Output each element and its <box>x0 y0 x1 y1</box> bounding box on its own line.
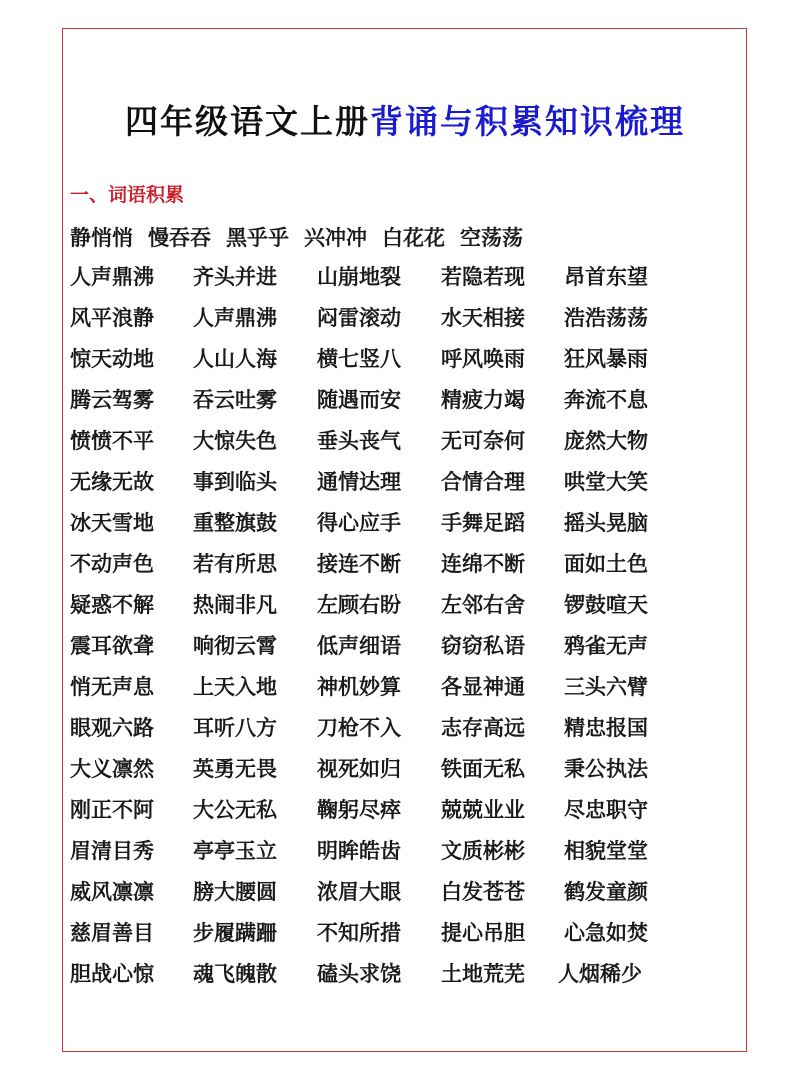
idiom-item: 重整旗鼓 <box>193 511 277 535</box>
idiom-item: 悄无声息 <box>70 675 154 699</box>
idiom-item: 愤愤不平 <box>70 429 154 453</box>
idiom-item: 兢兢业业 <box>441 798 525 822</box>
idiom-item: 不知所措 <box>317 921 401 945</box>
word-item: 黑乎乎 <box>226 226 289 250</box>
idiom-item: 山崩地裂 <box>317 265 401 289</box>
idiom-item: 若有所思 <box>193 552 277 576</box>
idiom-item: 无缘无故 <box>70 470 154 494</box>
idiom-item: 视死如归 <box>317 757 401 781</box>
idiom-item: 手舞足蹈 <box>441 511 525 535</box>
idiom-item: 英勇无畏 <box>193 757 277 781</box>
idiom-item: 大义凛然 <box>70 757 154 781</box>
title-black-part: 四年级语文上册 <box>125 102 370 141</box>
idiom-item: 心急如焚 <box>564 921 648 945</box>
idiom-item: 大惊失色 <box>193 429 277 453</box>
idiom-item: 眼观六路 <box>70 716 154 740</box>
idiom-item: 刚正不阿 <box>70 798 154 822</box>
idiom-item: 腾云驾雾 <box>70 388 154 412</box>
idiom-item: 提心吊胆 <box>441 921 525 945</box>
idiom-item: 上天入地 <box>193 675 277 699</box>
idiom-item: 狂风暴雨 <box>564 347 648 371</box>
section-heading: 一、词语积累 <box>70 184 185 206</box>
idiom-item: 铁面无私 <box>441 757 525 781</box>
idiom-item: 鹤发童颜 <box>564 880 648 904</box>
idiom-item: 步履蹒跚 <box>193 921 277 945</box>
reduplicated-words-line <box>70 222 538 252</box>
idiom-item: 左顾右盼 <box>317 593 401 617</box>
idiom-item: 震耳欲聋 <box>70 634 154 658</box>
idiom-item: 神机妙算 <box>317 675 401 699</box>
word-item: 慢吞吞 <box>148 226 211 250</box>
idiom-item: 哄堂大笑 <box>564 470 648 494</box>
idiom-item: 亭亭玉立 <box>193 839 277 863</box>
idiom-item: 吞云吐雾 <box>193 388 277 412</box>
idiom-item: 合情合理 <box>441 470 525 494</box>
idiom-item: 鞠躬尽瘁 <box>317 798 401 822</box>
idiom-item: 刀枪不入 <box>317 716 401 740</box>
word-item: 空荡荡 <box>460 226 523 250</box>
word-item: 白花花 <box>382 226 445 250</box>
idiom-item: 明眸皓齿 <box>317 839 401 863</box>
idiom-item: 膀大腰圆 <box>193 880 277 904</box>
idiom-item: 人山人海 <box>193 347 277 371</box>
idiom-item: 疑惑不解 <box>70 593 154 617</box>
idiom-item: 慈眉善目 <box>70 921 154 945</box>
idiom-item: 白发苍苍 <box>441 880 525 904</box>
idiom-item: 精忠报国 <box>564 716 648 740</box>
idiom-item: 水天相接 <box>441 306 525 330</box>
idiom-item: 摇头晃脑 <box>564 511 648 535</box>
idiom-item: 鸦雀无声 <box>564 634 648 658</box>
idiom-item: 胆战心惊 <box>70 962 154 986</box>
idiom-item: 庞然大物 <box>564 429 648 453</box>
word-item: 兴冲冲 <box>304 226 367 250</box>
idiom-item: 大公无私 <box>193 798 277 822</box>
idiom-item: 昂首东望 <box>564 265 648 289</box>
idiom-item: 无可奈何 <box>441 429 525 453</box>
idiom-item: 连绵不断 <box>441 552 525 576</box>
idiom-item: 三头六臂 <box>564 675 648 699</box>
idiom-item: 精疲力竭 <box>441 388 525 412</box>
idiom-item: 耳听八方 <box>193 716 277 740</box>
idiom-item: 人烟稀少 <box>558 962 642 986</box>
idiom-item: 惊天动地 <box>70 347 154 371</box>
idiom-item: 磕头求饶 <box>317 962 401 986</box>
idiom-item: 秉公执法 <box>564 757 648 781</box>
idiom-item: 左邻右舍 <box>441 593 525 617</box>
idiom-item: 锣鼓喧天 <box>564 593 648 617</box>
page-title <box>0 96 810 143</box>
idiom-item: 不动声色 <box>70 552 154 576</box>
idiom-item: 低声细语 <box>317 634 401 658</box>
idiom-item: 各显神通 <box>441 675 525 699</box>
idiom-item: 若隐若现 <box>441 265 525 289</box>
idiom-item: 文质彬彬 <box>441 839 525 863</box>
idiom-item: 通情达理 <box>317 470 401 494</box>
idiom-item: 闷雷滚动 <box>317 306 401 330</box>
idiom-item: 浓眉大眼 <box>317 880 401 904</box>
idiom-item: 接连不断 <box>317 552 401 576</box>
idiom-item: 相貌堂堂 <box>564 839 648 863</box>
idiom-item: 尽忠职守 <box>564 798 648 822</box>
idiom-item: 土地荒芜 <box>441 962 525 986</box>
idiom-item: 面如土色 <box>564 552 648 576</box>
idiom-item: 风平浪静 <box>70 306 154 330</box>
idiom-item: 热闹非凡 <box>193 593 277 617</box>
idiom-item: 随遇而安 <box>317 388 401 412</box>
idiom-item: 浩浩荡荡 <box>564 306 648 330</box>
title-blue-part: 背诵与积累知识梳理 <box>370 102 685 141</box>
idiom-item: 横七竖八 <box>317 347 401 371</box>
idiom-item: 威风凛凛 <box>70 880 154 904</box>
idiom-item: 眉清目秀 <box>70 839 154 863</box>
idiom-item: 奔流不息 <box>564 388 648 412</box>
idiom-item: 事到临头 <box>193 470 277 494</box>
idiom-item: 齐头并进 <box>193 265 277 289</box>
idiom-item: 得心应手 <box>317 511 401 535</box>
idiom-item: 呼风唤雨 <box>441 347 525 371</box>
idiom-item: 志存高远 <box>441 716 525 740</box>
idiom-item: 垂头丧气 <box>317 429 401 453</box>
idiom-item: 冰天雪地 <box>70 511 154 535</box>
word-item: 静悄悄 <box>70 226 133 250</box>
idiom-item: 人声鼎沸 <box>193 306 277 330</box>
idiom-item: 人声鼎沸 <box>70 265 154 289</box>
idiom-item: 响彻云霄 <box>193 634 277 658</box>
idiom-item: 魂飞魄散 <box>193 962 277 986</box>
idiom-item: 窃窃私语 <box>441 634 525 658</box>
